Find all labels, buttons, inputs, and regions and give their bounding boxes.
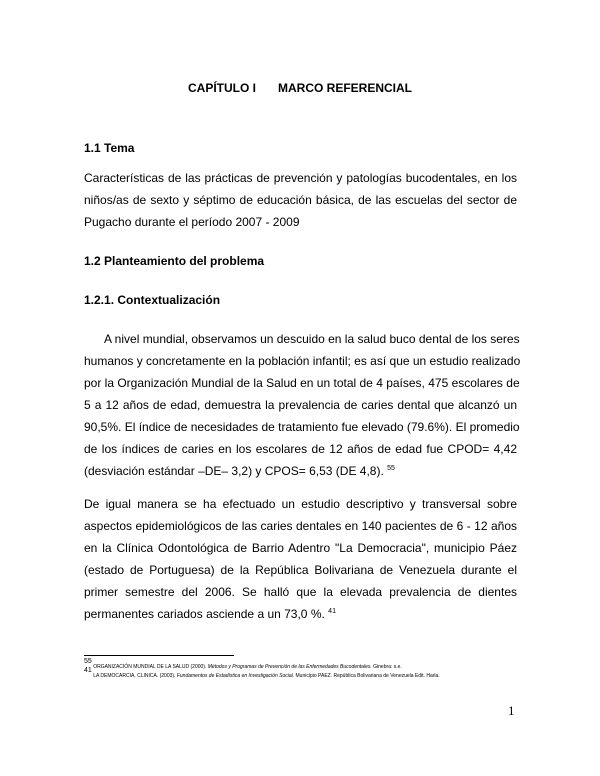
footnote-text: ORGANIZACIÓN MUNDIAL DE LA SALUD (2000). [93,664,208,670]
text-line: (estado de Portuguesa) de la República Bolivariana de Venezuela durante el [84,563,517,577]
section-heading-contextualizacion: 1.2.1. Contextualización [84,293,221,307]
text-line: primer semestre del 2006. Se halló que la elevada prevalencia de dientes [84,585,517,599]
text-line: Características de las prácticas de prevención y patologías bucodentales, en los [84,171,517,185]
chapter-label: CAPÍTULO I [188,81,256,95]
text-fragment: permanentes cariados asciende a un 73,0 %. [84,607,325,621]
text-line: humanos y concretamente en la población infantil; es así que un estudio realizado [84,354,521,368]
text-line: niños/as de sexto y séptimo de educación básica, de las escuelas del sector de [84,193,517,207]
chapter-title: MARCO REFERENCIAL [278,81,412,95]
text-line: de los índices de caries en los escolares de 12 años de edad fue CPOD= 4,42 [84,442,517,456]
footnote-tail: Ginebra: s.e. [371,664,402,670]
democracia-paragraph [84,493,517,625]
tema-paragraph [84,167,517,233]
text-line: 5 a 12 años de edad, demuestra la prevalencia de caries dental que alcanzó un [84,398,517,412]
text-line: De igual manera se ha efectuado un estudio descriptivo y transversal sobre [84,497,517,511]
text-line: por la Organización Mundial de la Salud en un total de 4 países, 475 escolares de [84,376,520,390]
footnote-tail: Municipio PAEZ. República Bolivariana de Venezuela Edit. Harla. [294,673,440,679]
page-number: 1 [508,703,515,718]
footnote [84,658,524,671]
footnote-reference: 41 [328,608,336,615]
text-line: Pugacho durante el período 2007 - 2009 [84,215,300,229]
text-fragment: (desviación estándar –DE– 3,2) y CPOS= 6,53 (DE 4,8). [84,464,384,478]
chapter-heading [0,80,600,96]
section-heading-tema: 1.1 Tema [84,141,135,155]
footnote-reference: 55 [387,465,395,472]
footnote-title: Métodos y Programas de Prevención de las Enfermedades Bucodentales. [207,664,372,670]
footnote-number: 55 [84,658,92,665]
text-line: A nivel mundial, observamos un descuido en la salud buco dental de los seres [104,332,520,346]
footnote-separator [84,655,234,656]
text-line [84,603,517,625]
text-line [84,460,517,482]
section-heading-planteamiento: 1.2 Planteamiento del problema [84,254,265,268]
text-line: 90,5%. El índice de necesidades de tratamiento fue elevado (79.6%). El promedio [84,420,520,434]
text-line: aspectos epidemiológicos de las caries dentales en 140 pacientes de 6 - 12 años [84,519,517,533]
contextualizacion-paragraph [84,328,521,482]
footnote-text: LA DEMOCARCIA, CLINICA. (2003). [93,673,177,679]
footnote-title: Fundamentos de Estadística en Investigación Social. [176,673,295,679]
text-line: en la Clínica Odontológica de Barrio Adentro "La Democracia", municipio Páez [84,541,517,555]
footnote-number: 41 [84,667,92,674]
